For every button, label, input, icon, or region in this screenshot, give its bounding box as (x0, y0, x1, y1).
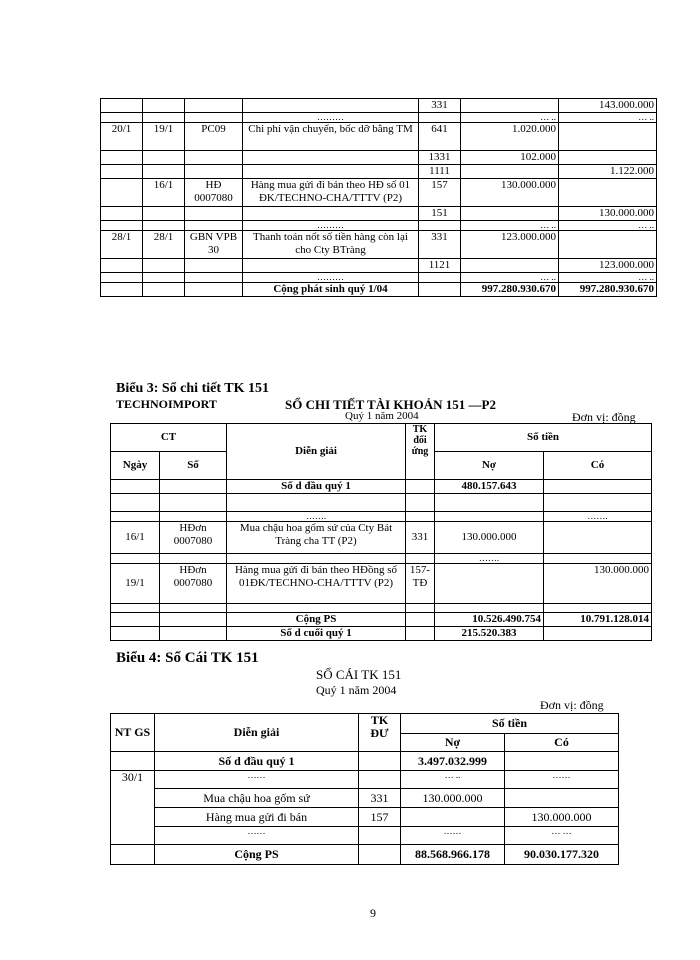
opening-no: 480.157.643 (435, 480, 544, 494)
table-row: 28/1 28/1 GBN VPB 30 Thanh toán nốt số tiền hàng còn lại cho Cty BTràng 331 123.000.000 (101, 231, 657, 259)
col-co: Có (544, 452, 652, 480)
company-name: TECHNOIMPORT (116, 397, 217, 411)
total-co: 10.791.128.014 (544, 613, 652, 627)
dots: …… (155, 827, 359, 845)
dots: ……. (227, 512, 406, 522)
bieu3-period: Quý 1 năm 2004 (345, 410, 419, 422)
total-no: 10.526.490.754 (435, 613, 544, 627)
dots: … … (505, 827, 619, 845)
col-nt-gs: NT GS (111, 714, 155, 752)
total-co: 90.030.177.320 (505, 845, 619, 865)
opening-label: Số d đầu quý 1 (227, 480, 406, 494)
table-row: ……… … .. … .. (101, 273, 657, 283)
bieu3-table (110, 423, 652, 641)
table-row: 1111 1.122.000 (101, 165, 657, 179)
col-dien-giai: Diễn giải (227, 424, 406, 480)
table-row: Cộng phát sinh quý 1/04 997.280.930.670 997.280.930.670 (101, 283, 657, 297)
dots: …… (505, 771, 619, 789)
bieu3-unit: Đơn vị: đồng (572, 410, 636, 424)
table-row: ……… … .. … .. (101, 113, 657, 123)
bieu4-unit: Đơn vị: đồng (540, 698, 604, 712)
page-number: 9 (370, 906, 376, 920)
table-row: 151 130.000.000 (101, 207, 657, 221)
col-tk-du: TK ĐƯ (359, 714, 401, 752)
table-row: 20/1 19/1 PC09 Chi phí vận chuyển, bốc dỡ bằng TM 641 1.020.000 (101, 123, 657, 151)
closing-no: 215.520.383 (435, 627, 544, 641)
table-row: Hàng mua gửi đi bán 157 130.000.000 (111, 808, 619, 827)
bieu4-period: Quý 1 năm 2004 (316, 683, 397, 697)
col-tk-doi-ung: TK đối ứng (406, 424, 435, 480)
ledger-continuation-table (100, 98, 657, 297)
table-row: 16/1 HĐ 0007080 Hàng mua gửi đi bán theo HĐ số 01 ĐK/TECHNO-CHA/TTTV (P2) 157 130.000.000 (101, 179, 657, 207)
dots: …… (155, 771, 359, 789)
opening-label: Số d đầu quý 1 (155, 752, 359, 771)
bieu3-title: SỔ CHI TIẾT TÀI KHOẢN 151 —P2 (285, 397, 496, 412)
bieu4-heading: Biểu 4: Sổ Cái TK 151 (116, 650, 259, 666)
table-row: 16/1 HĐơn 0007080 Mua chậu hoa gốm sứ của Cty Bát Tràng cha TT (P2) 331 130.000.000 (111, 522, 652, 554)
closing-label: Số d cuối quý 1 (227, 627, 406, 641)
col-ngay: Ngày (111, 452, 160, 480)
table-row: 331 143.000.000 (101, 99, 657, 113)
dots: ……. (435, 554, 544, 564)
table-row: 1331 102.000 (101, 151, 657, 165)
col-ct: CT (111, 424, 227, 452)
dots: …… (401, 827, 505, 845)
bieu4-table (110, 713, 619, 865)
total-label: Cộng PS (227, 613, 406, 627)
col-so-tien: Số tiền (435, 424, 652, 452)
dots: ……. (544, 512, 652, 522)
bieu4-title: SỔ CÁI TK 151 (316, 667, 402, 682)
dots: … .. (401, 771, 505, 789)
table-row: 1121 123.000.000 (101, 259, 657, 273)
table-row: Mua chậu hoa gốm sứ 331 130.000.000 (111, 789, 619, 808)
opening-no: 3.497.032.999 (401, 752, 505, 771)
col-so: Số (160, 452, 227, 480)
col-so-tien: Số tiền (401, 714, 619, 734)
date-cell: 30/1 (111, 771, 155, 845)
total-label: Cộng PS (155, 845, 359, 865)
bieu3-heading: Biểu 3: Sổ chi tiết TK 151 (116, 381, 269, 396)
col-no: Nợ (435, 452, 544, 480)
total-no: 88.568.966.178 (401, 845, 505, 865)
col-no: Nợ (401, 734, 505, 752)
col-co: Có (505, 734, 619, 752)
col-dien-giai: Diễn giải (155, 714, 359, 752)
table-row: ……… … .. … .. (101, 221, 657, 231)
table-row: 19/1 HĐơn 0007080 Hàng mua gửi đi bán theo HĐồng số 01ĐK/TECHNO-CHA/TTTV (P2) 157-TĐ 130.000.000 (111, 564, 652, 604)
